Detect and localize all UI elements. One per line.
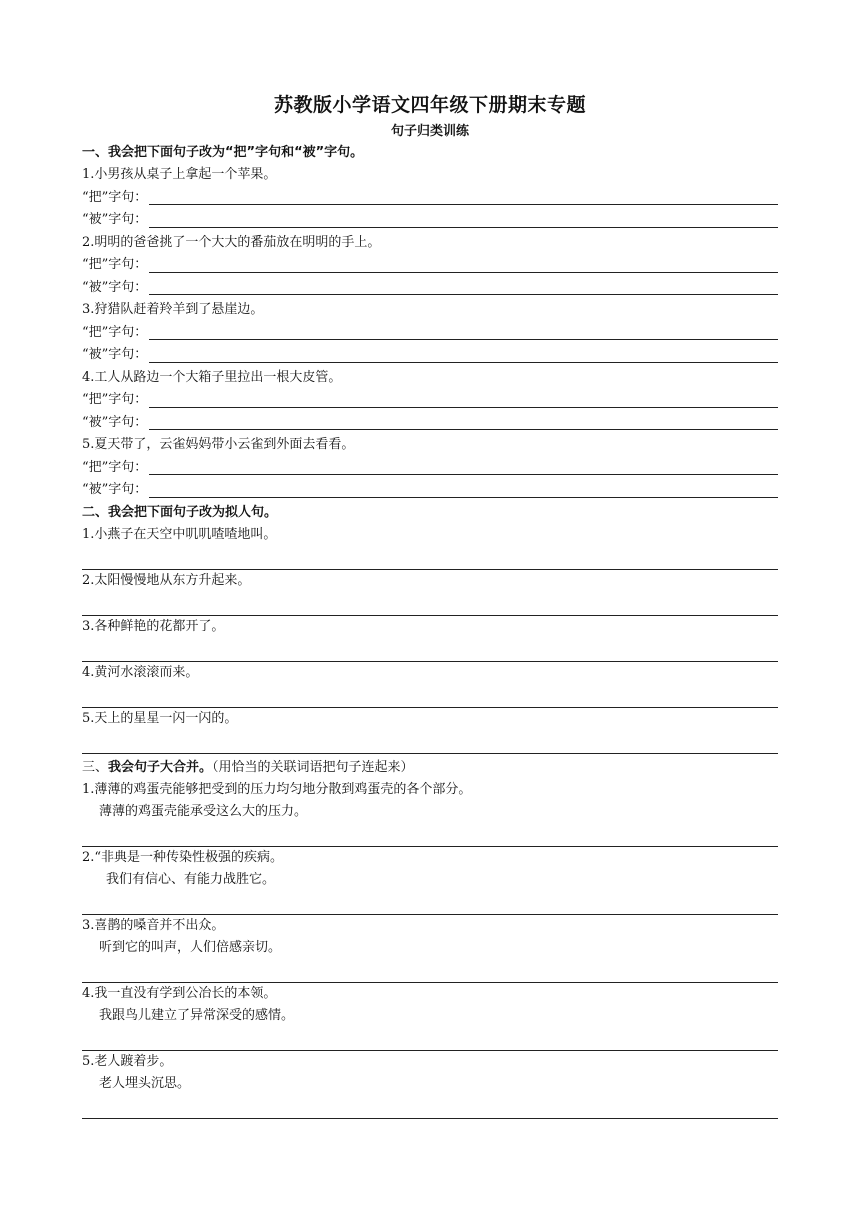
s3-answer-line[interactable]	[82, 1096, 778, 1119]
ba-answer-row	[82, 187, 778, 210]
bei-label: “被”字句：	[82, 279, 148, 295]
page-title: 苏教版小学语文四年级下册期末专题	[273, 94, 586, 116]
s3-answer-line[interactable]	[82, 1028, 778, 1051]
s2-question-1	[82, 524, 778, 570]
ba-answer-line[interactable]	[149, 324, 778, 340]
ba-answer-row	[82, 457, 778, 480]
bei-answer-row	[82, 277, 778, 300]
section1-heading: 一、我会把下面句子改为“把”字句和“被”字句。	[82, 145, 364, 160]
s3-first-sentence: 1.薄薄的鸡蛋壳能够把受到的压力均匀地分散到鸡蛋壳的各个部分。	[82, 781, 472, 797]
s2-question-text: 1.小燕子在天空中叽叽喳喳地叫。	[82, 526, 277, 542]
bei-label: “被”字句：	[82, 482, 148, 497]
s3-second-sentence: 我跟鸟儿建立了异常深受的感情。	[99, 1008, 295, 1023]
s3-question-1	[82, 779, 778, 847]
s1-question-text: 2.明明的爸爸挑了一个大大的番茄放在明明的手上。	[82, 234, 381, 250]
s1-question-text: 5.夏天带了，云雀妈妈带小云雀到外面去看看。	[82, 437, 355, 452]
ba-answer-row	[82, 322, 778, 345]
bei-answer-row	[82, 479, 778, 502]
bei-answer-line[interactable]	[149, 414, 778, 430]
bei-answer-row	[82, 412, 778, 435]
ba-answer-line[interactable]	[149, 392, 778, 408]
s2-question-text: 4.黄河水滚滚而来。	[82, 664, 199, 680]
s2-question-5	[82, 708, 778, 754]
s3-second-sentence: 薄薄的鸡蛋壳能承受这么大的压力。	[99, 804, 308, 819]
s1-question-text: 4.工人从路边一个大箱子里拉出一根大皮管。	[82, 369, 342, 385]
s3-answer-line[interactable]	[82, 892, 778, 915]
s2-question-text: 2.太阳慢慢地从东方升起来。	[82, 572, 251, 588]
s3-first-sentence: 3.喜鹊的嗓音并不出众。	[82, 917, 225, 933]
s3-second-sentence: 老人埋头沉思。	[99, 1076, 191, 1091]
s3-question-3	[82, 915, 778, 983]
s3-first-sentence: 4.我一直没有学到公冶长的本领。	[82, 985, 277, 1001]
worksheet-page	[82, 88, 778, 1119]
bei-label: “被”字句：	[82, 212, 148, 227]
s2-question-2	[82, 570, 778, 616]
s1-question-5	[82, 434, 778, 502]
s3-answer-line[interactable]	[82, 824, 778, 847]
s2-answer-line[interactable]	[82, 592, 778, 616]
s2-question-text: 3.各种鲜艳的花都开了。	[82, 618, 225, 634]
ba-answer-line[interactable]	[149, 189, 778, 205]
s2-answer-line[interactable]	[82, 684, 778, 708]
s2-question-text: 5.天上的星星一闪一闪的。	[82, 710, 238, 726]
ba-answer-row	[82, 254, 778, 277]
s2-answer-line[interactable]	[82, 546, 778, 570]
section2-heading: 二、我会把下面句子改为拟人句。	[82, 504, 278, 520]
ba-label: “把”字句：	[82, 324, 148, 340]
ba-label: “把”字句：	[82, 392, 148, 407]
s1-question-1	[82, 164, 778, 232]
s2-answer-line[interactable]	[82, 638, 778, 662]
s1-question-text: 1.小男孩从桌子上拿起一个苹果。	[82, 167, 277, 182]
ba-label: “把”字句：	[82, 459, 148, 475]
bei-label: “被”字句：	[82, 347, 148, 362]
s2-question-4	[82, 662, 778, 708]
bei-answer-line[interactable]	[149, 347, 778, 363]
s3-first-sentence: 5.老人踱着步。	[82, 1053, 173, 1069]
s1-question-3	[82, 299, 778, 367]
bei-answer-line[interactable]	[149, 212, 778, 228]
s3-answer-line[interactable]	[82, 960, 778, 983]
s3-second-sentence: 听到它的叫声，人们倍感亲切。	[99, 940, 282, 955]
bei-label: “被”字句：	[82, 414, 148, 430]
ba-answer-line[interactable]	[149, 459, 778, 475]
s1-question-4	[82, 367, 778, 435]
s3-question-5	[82, 1051, 778, 1119]
ba-label: “把”字句：	[82, 257, 148, 272]
s3-second-sentence: 我们有信心、有能力战胜它。	[106, 872, 276, 887]
bei-answer-line[interactable]	[149, 279, 778, 295]
ba-answer-line[interactable]	[149, 257, 778, 273]
s1-question-2	[82, 232, 778, 300]
s2-question-3	[82, 616, 778, 662]
s1-question-text: 3.狩猎队赶着羚羊到了悬崖边。	[82, 302, 264, 317]
page-subtitle: 句子归类训练	[390, 124, 469, 139]
s3-question-4	[82, 983, 778, 1051]
s3-question-2	[82, 847, 778, 915]
bei-answer-row	[82, 209, 778, 232]
ba-label: “把”字句：	[82, 189, 148, 205]
s3-first-sentence: 2.“非典是一种传染性极强的疾病。	[82, 849, 284, 865]
bei-answer-row	[82, 344, 778, 367]
bei-answer-line[interactable]	[149, 482, 778, 498]
section3-heading: 三、我会句子大合并。（用恰当的关联词语把句子连起来）	[82, 759, 414, 775]
ba-answer-row	[82, 389, 778, 412]
s2-answer-line[interactable]	[82, 730, 778, 754]
